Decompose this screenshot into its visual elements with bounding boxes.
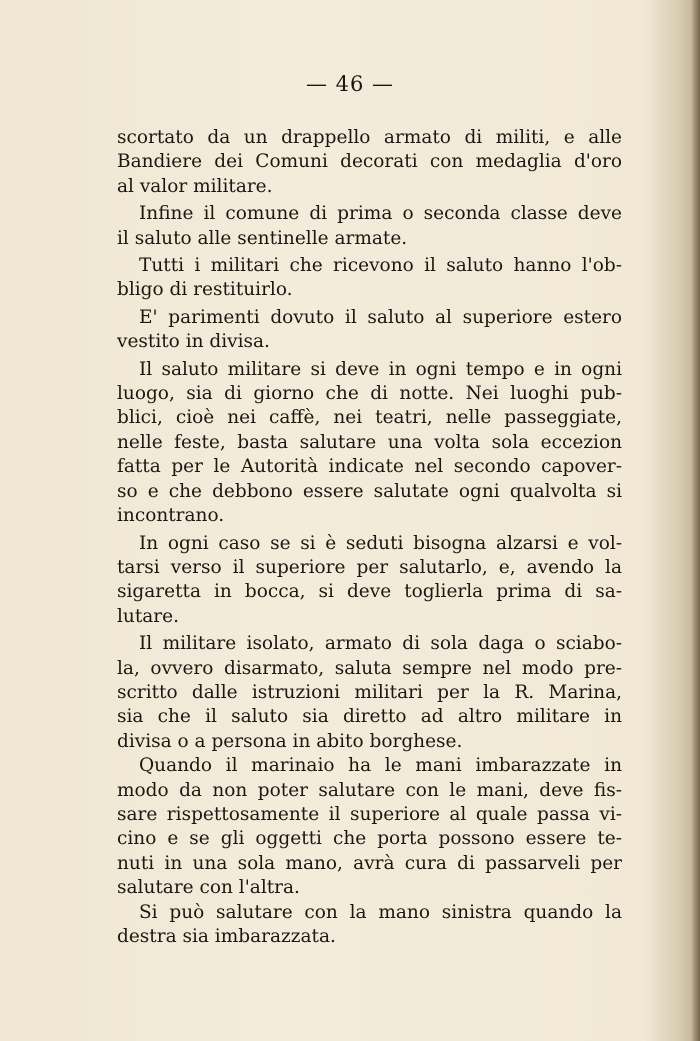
page-number: — 46 — [305, 72, 395, 96]
text-line: bligo di restituirlo. [117, 279, 293, 301]
paragraph [117, 126, 622, 199]
text-line: vestito in divisa. [117, 331, 270, 353]
text-line: sare rispettosamente il superiore al quale passa vi- [117, 803, 622, 825]
text-line: Si può salutare con la mano sinistra quando la [139, 901, 622, 923]
text-line: Infine il comune di prima o seconda classe deve [139, 203, 622, 225]
paragraph [117, 901, 622, 950]
text-line: la, ovvero disarmato, saluta sempre nel modo pre- [117, 657, 622, 679]
text-line: scritto dalle istruzioni militari per la R. Marina, [117, 681, 622, 703]
paragraph [117, 254, 622, 303]
text-line: incontrano. [117, 505, 225, 527]
text-line: Tutti i militari che ricevono il saluto hanno l'ob- [139, 255, 622, 277]
text-line: il saluto alle sentinelle armate. [117, 227, 408, 249]
text-line: Quando il marinaio ha le mani imbarazzate in [139, 755, 622, 777]
text-line: lutare. [117, 605, 179, 627]
paragraph [117, 532, 622, 630]
paragraph [117, 754, 622, 900]
paragraph [117, 358, 622, 529]
text-line: E' parimenti dovuto il saluto al superiore estero [139, 306, 622, 328]
text-line: Il saluto militare si deve in ogni tempo e in ogni [139, 358, 622, 380]
text-line: Il militare isolato, armato di sola daga o sciabo- [139, 633, 622, 655]
text-line: salutare con l'altra. [117, 877, 300, 899]
body-text [117, 126, 622, 949]
text-line: destra sia imbarazzata. [117, 926, 336, 947]
text-line: sigaretta in bocca, si deve toglierla prima di sa- [117, 581, 622, 603]
paragraph [117, 202, 622, 251]
paragraph [117, 306, 622, 355]
text-line: blici, cioè nei caffè, nei teatri, nelle passeggiate, [117, 407, 622, 429]
text-line: tarsi verso il superiore per salutarlo, e, avendo la [117, 556, 622, 578]
text-line: cino e se gli oggetti che porta possono essere te- [117, 828, 622, 850]
text-line: modo da non poter salutare con le mani, deve fis- [117, 779, 622, 801]
text-line: nelle feste, basta salutare una volta sola eccezion [117, 431, 622, 453]
paragraph [117, 632, 622, 754]
text-line: scortato da un drappello armato di militi, e alle [117, 127, 622, 148]
text-line: divisa o a persona in abito borghese. [117, 730, 463, 752]
text-line: fatta per le Autorità indicate nel secondo capover- [117, 456, 622, 478]
text-line: al valor militare. [117, 175, 273, 197]
text-line: luogo, sia di giorno che di notte. Nei luoghi pub- [117, 383, 622, 405]
text-line: Bandiere dei Comuni decorati con medaglia d'oro [117, 151, 622, 173]
text-line: so e che debbono essere salutate ogni qualvolta si [117, 480, 622, 502]
text-line: nuti in una sola mano, avrà cura di passarveli per [117, 852, 622, 874]
text-line: In ogni caso se si è seduti bisogna alzarsi e vol- [139, 532, 622, 554]
text-line: sia che il saluto sia diretto ad altro militare in [117, 706, 622, 728]
page-edge-shadow [692, 0, 700, 1041]
